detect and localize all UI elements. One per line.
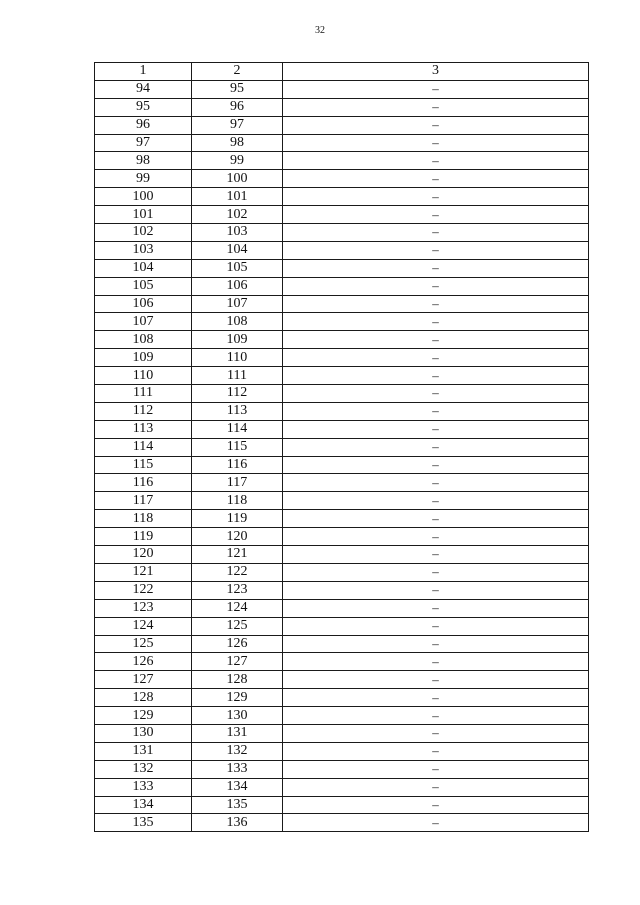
table-cell-col-2: 134 [192,778,283,796]
table-cell-col-1: 104 [95,259,192,277]
table-cell-col-1: 133 [95,778,192,796]
table-body [95,80,589,831]
table-cell-col-1: 99 [95,170,192,188]
table-cell-col-3: – [283,581,589,599]
page-number: 32 [315,25,325,36]
table-cell-col-3: – [283,778,589,796]
table-cell-col-3: – [283,707,589,725]
table-cell-col-2: 118 [192,492,283,510]
table-cell-col-2: 101 [192,188,283,206]
table-cell-col-3: – [283,456,589,474]
table-cell-col-1: 119 [95,528,192,546]
table-cell-col-3: – [283,241,589,259]
table-cell-col-3: – [283,206,589,224]
table-row [95,689,589,707]
table-cell-col-1: 94 [95,80,192,98]
table-row [95,653,589,671]
table-cell-col-2: 126 [192,635,283,653]
table-row [95,438,589,456]
header-row [95,63,589,81]
table-cell-col-1: 121 [95,563,192,581]
table-cell-col-3: – [283,671,589,689]
table-row [95,671,589,689]
table-cell-col-2: 95 [192,80,283,98]
table-cell-col-1: 101 [95,206,192,224]
table-row [95,206,589,224]
table-row [95,599,589,617]
table-cell-col-1: 126 [95,653,192,671]
table-row [95,814,589,832]
table-cell-col-1: 115 [95,456,192,474]
table-cell-col-1: 110 [95,367,192,385]
table-cell-col-2: 135 [192,796,283,814]
table-cell-col-1: 131 [95,742,192,760]
table-cell-col-3: – [283,796,589,814]
table-cell-col-3: – [283,510,589,528]
table-row [95,367,589,385]
table-cell-col-3: – [283,367,589,385]
table-cell-col-3: – [283,742,589,760]
table-cell-col-2: 120 [192,528,283,546]
table-row [95,134,589,152]
table-row [95,331,589,349]
table-row [95,259,589,277]
table-row [95,796,589,814]
table-row [95,474,589,492]
table-cell-col-2: 128 [192,671,283,689]
table-cell-col-2: 106 [192,277,283,295]
table-cell-col-3: – [283,224,589,242]
table-cell-col-1: 106 [95,295,192,313]
table-row [95,80,589,98]
table-cell-col-2: 132 [192,742,283,760]
table-row [95,277,589,295]
table-row [95,295,589,313]
table-row [95,546,589,564]
table-cell-col-1: 109 [95,349,192,367]
table-cell-col-2: 108 [192,313,283,331]
table-row [95,313,589,331]
table-cell-col-3: – [283,349,589,367]
table-cell-col-1: 118 [95,510,192,528]
table-cell-col-1: 123 [95,599,192,617]
table-cell-col-1: 116 [95,474,192,492]
table-cell-col-3: – [283,438,589,456]
table-cell-col-3: – [283,259,589,277]
table-header [95,63,589,81]
table-cell-col-2: 114 [192,420,283,438]
table-row [95,528,589,546]
table-cell-col-2: 96 [192,98,283,116]
table-cell-col-3: – [283,635,589,653]
table-row [95,635,589,653]
column-header-1: 1 [95,63,192,81]
table-cell-col-3: – [283,814,589,832]
table-cell-col-1: 130 [95,724,192,742]
table-cell-col-2: 104 [192,241,283,259]
table-cell-col-2: 107 [192,295,283,313]
table-cell-col-2: 97 [192,116,283,134]
table-cell-col-3: – [283,617,589,635]
table-cell-col-1: 132 [95,760,192,778]
table-cell-col-2: 98 [192,134,283,152]
table-cell-col-3: – [283,474,589,492]
table-cell-col-2: 99 [192,152,283,170]
table-cell-col-2: 112 [192,385,283,403]
table-cell-col-1: 120 [95,546,192,564]
table-cell-col-3: – [283,170,589,188]
table-row [95,188,589,206]
table-cell-col-1: 100 [95,188,192,206]
table-cell-col-3: – [283,116,589,134]
table-cell-col-2: 119 [192,510,283,528]
table-row [95,349,589,367]
table-cell-col-1: 108 [95,331,192,349]
table-row [95,456,589,474]
column-header-3: 3 [283,63,589,81]
table-cell-col-2: 109 [192,331,283,349]
table-row [95,116,589,134]
table-cell-col-3: – [283,653,589,671]
table-cell-col-3: – [283,80,589,98]
table-cell-col-1: 134 [95,796,192,814]
table-cell-col-1: 96 [95,116,192,134]
data-table [94,62,589,832]
table-cell-col-1: 102 [95,224,192,242]
table-cell-col-3: – [283,313,589,331]
table-cell-col-3: – [283,599,589,617]
table-cell-col-3: – [283,277,589,295]
table-cell-col-2: 124 [192,599,283,617]
table-cell-col-2: 122 [192,563,283,581]
table-cell-col-2: 111 [192,367,283,385]
table-cell-col-2: 100 [192,170,283,188]
table-cell-col-2: 129 [192,689,283,707]
table-cell-col-3: – [283,689,589,707]
table-cell-col-2: 130 [192,707,283,725]
table-cell-col-3: – [283,98,589,116]
table-cell-col-3: – [283,760,589,778]
table-row [95,510,589,528]
table-cell-col-3: – [283,402,589,420]
table-row [95,241,589,259]
table-cell-col-3: – [283,385,589,403]
table-cell-col-1: 129 [95,707,192,725]
table-cell-col-2: 117 [192,474,283,492]
column-header-2: 2 [192,63,283,81]
table-cell-col-1: 125 [95,635,192,653]
table-cell-col-2: 102 [192,206,283,224]
table-row [95,617,589,635]
table-cell-col-3: – [283,331,589,349]
table-cell-col-3: – [283,724,589,742]
table-row [95,224,589,242]
table-cell-col-3: – [283,134,589,152]
table-cell-col-2: 136 [192,814,283,832]
table-row [95,724,589,742]
table-cell-col-2: 133 [192,760,283,778]
table-cell-col-1: 127 [95,671,192,689]
table-cell-col-2: 105 [192,259,283,277]
table-row [95,581,589,599]
table-cell-col-1: 111 [95,385,192,403]
table-row [95,98,589,116]
table-cell-col-1: 112 [95,402,192,420]
table-cell-col-1: 113 [95,420,192,438]
table-cell-col-3: – [283,188,589,206]
table-cell-col-1: 97 [95,134,192,152]
table-row [95,778,589,796]
table-cell-col-3: – [283,295,589,313]
table-row [95,152,589,170]
table-row [95,492,589,510]
table-cell-col-1: 103 [95,241,192,259]
table-cell-col-3: – [283,420,589,438]
table-cell-col-1: 135 [95,814,192,832]
table-cell-col-1: 114 [95,438,192,456]
table-cell-col-2: 121 [192,546,283,564]
table-cell-col-2: 110 [192,349,283,367]
table-cell-col-3: – [283,492,589,510]
table-row [95,170,589,188]
table-cell-col-1: 105 [95,277,192,295]
table-cell-col-1: 122 [95,581,192,599]
table-row [95,707,589,725]
table-cell-col-2: 103 [192,224,283,242]
table-cell-col-3: – [283,528,589,546]
table-cell-col-2: 113 [192,402,283,420]
table-cell-col-2: 131 [192,724,283,742]
table-row [95,402,589,420]
table-cell-col-2: 116 [192,456,283,474]
table-cell-col-1: 117 [95,492,192,510]
table-cell-col-3: – [283,152,589,170]
table-cell-col-1: 107 [95,313,192,331]
table-row [95,420,589,438]
table-cell-col-3: – [283,546,589,564]
table-cell-col-1: 98 [95,152,192,170]
table-cell-col-2: 127 [192,653,283,671]
table-cell-col-2: 123 [192,581,283,599]
table-cell-col-2: 115 [192,438,283,456]
table-cell-col-3: – [283,563,589,581]
table-row [95,760,589,778]
table-cell-col-1: 95 [95,98,192,116]
table-cell-col-2: 125 [192,617,283,635]
table-row [95,742,589,760]
table-cell-col-1: 124 [95,617,192,635]
table-cell-col-1: 128 [95,689,192,707]
table-row [95,563,589,581]
table-row [95,385,589,403]
